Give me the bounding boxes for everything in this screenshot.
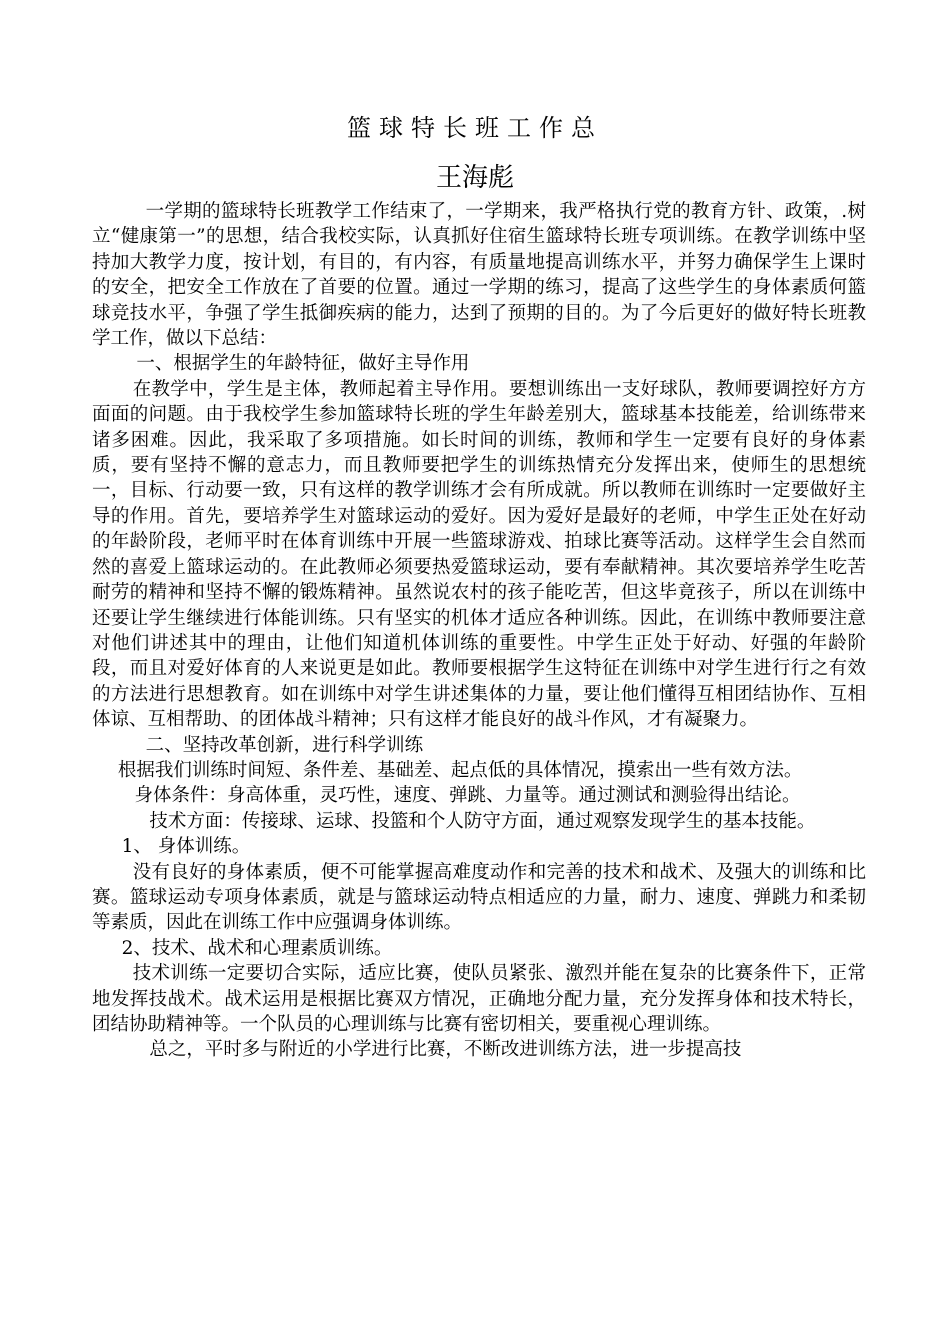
document-title: 篮球特长班工作总 (347, 114, 603, 142)
item2-heading: 2、技术、战术和心理素质训练。 (121, 937, 393, 959)
physical-conditions-paragraph: 身体条件：身高体重，灵巧性，速度、弹跳、力量等。通过测试和测验得出结论。 (134, 785, 801, 807)
item1-paragraph: 没有良好的身体素质，便不可能掌握高难度动作和完善的技术和战术、及强大的训练和比赛。篮球运动专项身体素质，就是与篮球运动特点相适应的力量，耐力、速度、弹跳力和柔韧等素质，因此在训练工作中应强调身体训练。 (92, 861, 866, 934)
conclusion-paragraph: 总之，平时多与附近的小学进行比赛，不断改进训练方法，进一步提高技 (149, 1039, 742, 1061)
document-body (92, 199, 866, 1063)
section2-heading: 二、坚持改革创新，进行科学训练 (145, 734, 424, 756)
document-author: 王海彪 (435, 163, 514, 193)
section2-intro-paragraph: 根据我们训练时间短、条件差、基础差、起点低的具体情况，摸索出一些有效方法。 (117, 759, 803, 781)
technical-aspects-paragraph: 技术方面：传接球、运球、投篮和个人防守方面，通过观察发现学生的基本技能。 (149, 810, 816, 832)
item2-paragraph: 技术训练一定要切合实际，适应比赛，使队员紧张、激烈并能在复杂的比赛条件下，正常地发挥技战术。战术运用是根据比赛双方情况，正确地分配力量，充分发挥身体和技术特长，团结协助精神等。一个队员的心理训练与比赛有密切相关，要重视心理训练。 (92, 963, 866, 1035)
item1-heading: 1、 身体训练。 (121, 836, 251, 858)
section1-heading: 一、根据学生的年龄特征，做好主导作用 (136, 353, 470, 375)
section1-paragraph: 在教学中，学生是主体，教师起着主导作用。要想训练出一支好球队，教师要调控好方方面面的问题。由于我校学生参加篮球特长班的学生年龄差别大，篮球基本技能差，给训练带来诸多困难。因此，我采取了多项措施。如长时间的训练，教师和学生一定要有良好的身体素质，要有坚持不懈的意志力，而且教师要把学生的训练热情充分发挥出来，使师生的思想统一，目标、行动要一致，只有这样的教学训练才会有所成就。所以教师在训练时一定要做好主导的作用。首先，要培养学生对篮球运动的爱好。因为爱好是最好的老师，中学生正处在好动的年龄阶段，老师平时在体育训练中开展一些篮球游戏、拍球比赛等活动。这样学生会自然而然的喜爱上篮球运动的。在此教师必须要热爱篮球运动，要有奉献精神。其次要培养学生吃苦耐劳的精神和坚持不懈的锻炼精神。虽然说农村的孩子能吃苦，但这毕竟孩子，所以在训练中还要让学生继续进行体能训练。只有坚实的机体才适应各种训练。因此，在训练中教师要注意对他们讲述其中的理由，让他们知道机体训练的重要性。中学生正处于好动、好强的年龄阶段，而且对爱好体育的人来说更是如此。教师要根据学生这特征在训练中对学生进行行之有效的方法进行思想教育。如在训练中对学生讲述集体的力量，要让他们懂得互相团结协作、互相体谅、互相帮助、的团体战斗精神；只有这样才能良好的战斗作风，才有凝聚力。 (92, 378, 866, 731)
intro-paragraph: 一学期的篮球特长班教学工作结束了，一学期来，我严格执行党的教育方针、政策，.树立“健康第一”的思想，结合我校实际，认真抓好住宿生篮球特长班专项训练。在教学训练中坚持加大教学力度，按计划，有目的，有内容，有质量地提高训练水平，并努力确保学生上课时的安全，把安全工作放在了首要的位置。通过一学期的练习，提高了这些学生的身体素质何篮球竞技水平，争强了学生抵御疾病的能力，达到了预期的目的。为了今后更好的做好特长班教学工作，做以下总结： (92, 201, 866, 350)
